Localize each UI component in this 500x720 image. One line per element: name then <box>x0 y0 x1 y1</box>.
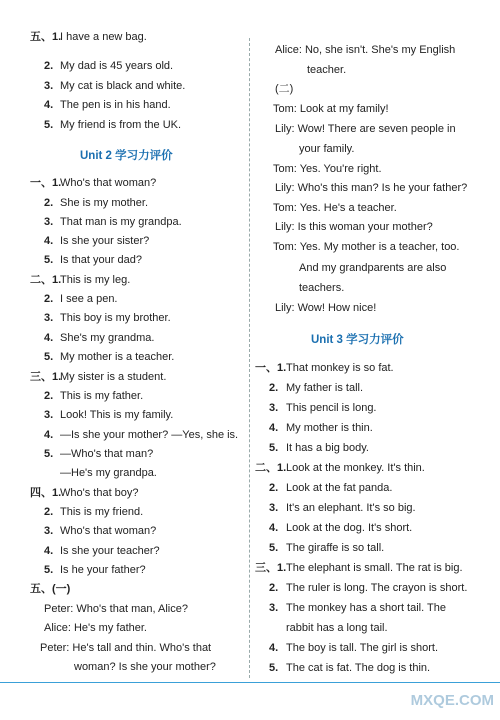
item-number: 5. <box>269 442 279 454</box>
answer-text: My sister is a student. <box>60 371 167 383</box>
item-number: 3. <box>44 409 54 421</box>
item-number: 4. <box>269 642 279 654</box>
unit-heading: Unit 3 学习力评价 <box>311 334 404 346</box>
answer-text: My friend is from the UK. <box>60 119 182 131</box>
answer-text: Peter: He's tall and thin. Who's that <box>40 642 212 654</box>
item-number: 5. <box>44 448 54 460</box>
item-number: 四、1. <box>30 487 62 499</box>
item-number: 4. <box>44 332 54 344</box>
answer-text: I have a new bag. <box>60 31 147 43</box>
answer-text: The elephant is small. The rat is big. <box>286 562 463 574</box>
answer-text: Peter: Who's that man, Alice? <box>44 603 188 615</box>
item-number: 5. <box>44 119 54 131</box>
answer-text: The cat is fat. The dog is thin. <box>286 662 431 674</box>
answer-text: This is my leg. <box>60 274 131 286</box>
answer-text: The giraffe is so tall. <box>286 542 385 554</box>
answer-text: Look at the fat panda. <box>286 482 393 494</box>
answer-text: Look at the monkey. It's thin. <box>286 462 425 474</box>
item-number: 4. <box>44 99 54 111</box>
item-number: 4. <box>44 429 54 441</box>
answer-text: My father is tall. <box>286 382 364 394</box>
item-number: 3. <box>269 602 279 614</box>
watermark-text: MXQE.COM <box>410 692 494 709</box>
answer-text: Lily: Wow! There are seven people in <box>275 123 456 135</box>
item-number: 五、1. <box>30 31 62 43</box>
item-number: 3. <box>44 216 54 228</box>
item-number: 3. <box>269 502 279 514</box>
item-number: 2. <box>269 582 279 594</box>
answer-text: Alice: He's my father. <box>44 622 147 634</box>
answer-text: Alice: No, she isn't. She's my English <box>275 44 456 56</box>
item-number: 三、1. <box>255 562 287 574</box>
answer-text: —Is she your mother? —Yes, she is. <box>60 429 239 441</box>
answer-text: This is my father. <box>60 390 144 402</box>
answer-text: Tom: Yes. He's a teacher. <box>273 202 397 214</box>
answer-text: My dad is 45 years old. <box>60 60 174 72</box>
answer-text: Tom: Yes. You're right. <box>273 163 382 175</box>
answer-text: rabbit has a long tail. <box>286 622 388 634</box>
answer-text: Is she your sister? <box>60 235 150 247</box>
answer-text: Lily: Is this woman your mother? <box>275 221 433 233</box>
answer-text: Look at the dog. It's short. <box>286 522 413 534</box>
answer-text: The ruler is long. The crayon is short. <box>286 582 468 594</box>
item-number: 5. <box>269 542 279 554</box>
item-number: 2. <box>44 60 54 72</box>
answer-text: Lily: Who's this man? Is he your father? <box>275 182 468 194</box>
answer-text: This pencil is long. <box>286 402 377 414</box>
answer-text: Tom: Look at my family! <box>273 103 389 115</box>
item-number: 2. <box>44 390 54 402</box>
item-number: 3. <box>44 525 54 537</box>
answer-text: teacher. <box>307 64 347 76</box>
answer-text: —He's my grandpa. <box>60 467 157 479</box>
answer-text: Is she your teacher? <box>60 545 160 557</box>
answer-text: My cat is black and white. <box>60 80 186 92</box>
answer-text: The monkey has a short tail. The <box>286 602 446 614</box>
item-number: 4. <box>44 545 54 557</box>
answer-text: Who's that woman? <box>60 525 157 537</box>
answer-text: This is my friend. <box>60 506 144 518</box>
watermark-logo <box>402 692 494 718</box>
answer-text: She's my grandma. <box>60 332 155 344</box>
item-number: 3. <box>44 312 54 324</box>
item-number: 5. <box>269 662 279 674</box>
answer-text: Is that your dad? <box>60 254 142 266</box>
answer-text: woman? Is she your mother? <box>74 661 216 673</box>
item-number: 2. <box>44 293 54 305</box>
answer-text: The pen is in his hand. <box>60 99 171 111</box>
answer-text: teachers. <box>299 282 345 294</box>
answer-text: —Who's that man? <box>60 448 154 460</box>
answer-text: Who's that woman? <box>60 177 157 189</box>
answer-text: She is my mother. <box>60 197 149 209</box>
answer-text: And my grandparents are also <box>299 262 447 274</box>
answer-text: Is he your father? <box>60 564 146 576</box>
item-number: 3. <box>44 80 54 92</box>
answer-text: It's an elephant. It's so big. <box>286 502 416 514</box>
item-number: 一、1. <box>255 362 287 374</box>
answer-text: It has a big body. <box>286 442 369 454</box>
item-number: 2. <box>269 482 279 494</box>
answer-text: Look! This is my family. <box>60 409 174 421</box>
item-number: 3. <box>269 402 279 414</box>
item-number: 二、1. <box>30 274 62 286</box>
answer-text: (二) <box>275 83 294 95</box>
unit-heading: Unit 2 学习力评价 <box>80 150 173 162</box>
item-number: 4. <box>44 235 54 247</box>
item-number: 2. <box>44 197 54 209</box>
item-number: 4. <box>269 522 279 534</box>
answer-text: My mother is a teacher. <box>60 351 175 363</box>
item-number: 5. <box>44 351 54 363</box>
item-number: 2. <box>44 506 54 518</box>
answer-text: Lily: Wow! How nice! <box>275 302 377 314</box>
answer-text: That monkey is so fat. <box>286 362 394 374</box>
item-number: 五、(一) <box>30 583 71 595</box>
item-number: 5. <box>44 254 54 266</box>
column-divider <box>249 38 250 678</box>
item-number: 三、1. <box>30 371 62 383</box>
item-number: 一、1. <box>30 177 62 189</box>
footer-rule <box>0 682 500 683</box>
answer-text: I see a pen. <box>60 293 118 305</box>
answer-text: That man is my grandpa. <box>60 216 182 228</box>
answer-text: Tom: Yes. My mother is a teacher, too. <box>273 241 460 253</box>
item-number: 5. <box>44 564 54 576</box>
answer-text: My mother is thin. <box>286 422 373 434</box>
item-number: 4. <box>269 422 279 434</box>
answer-text: The boy is tall. The girl is short. <box>286 642 439 654</box>
item-number: 二、1. <box>255 462 287 474</box>
item-number: 2. <box>269 382 279 394</box>
answer-text: your family. <box>299 143 355 155</box>
answer-text: This boy is my brother. <box>60 312 171 324</box>
answer-text: Who's that boy? <box>60 487 139 499</box>
